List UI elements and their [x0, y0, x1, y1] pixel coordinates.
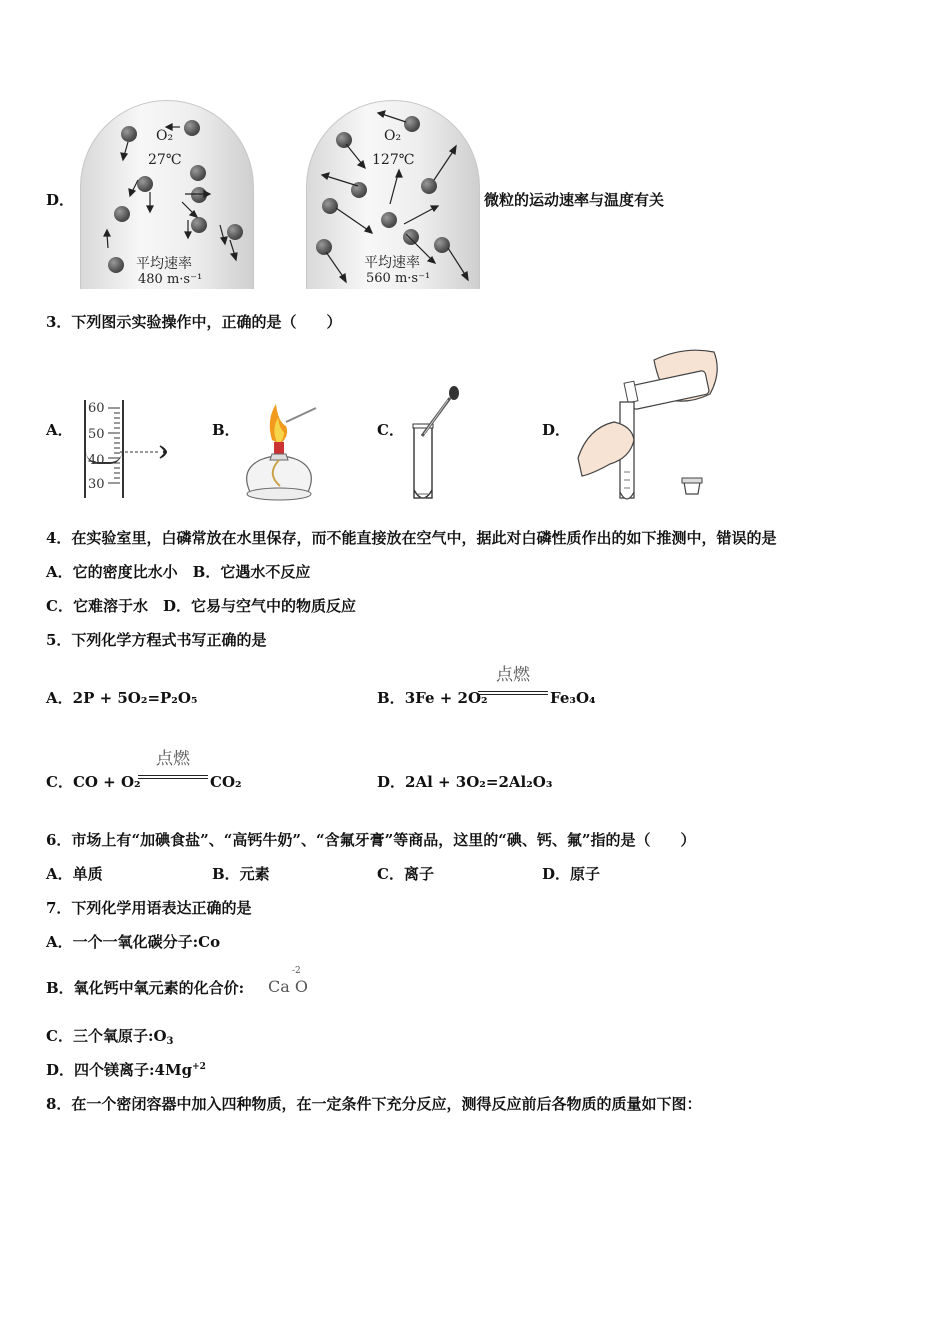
q5-option-d-equation: 2Al + 3O₂=2Al₂O₃	[405, 773, 553, 791]
cylinder-tick-50: 50	[88, 427, 105, 442]
q6-stem: 6．市场上有“加碘食盐”、“高钙牛奶”、“含氟牙膏”等商品，这里的“碘、钙、氟”指的是（ ）	[46, 831, 696, 849]
jar1-caption: 平均速率	[136, 256, 192, 272]
q7-option-c-text: C．三个氧原子:O	[46, 1027, 167, 1045]
q7-b-valence: -2	[292, 966, 301, 976]
q2-option-d-text: 微粒的运动速率与温度有关	[484, 191, 665, 209]
jar2-temperature: 127℃	[372, 152, 415, 168]
q6-option-b: B．元素	[212, 865, 270, 883]
q4-options-line2: C．它难溶于水 D．它易与空气中的物质反应	[46, 597, 356, 615]
alcohol-lamp-icon	[236, 400, 322, 502]
q5-option-d	[377, 772, 552, 792]
q6-option-d: D．原子	[542, 865, 601, 883]
q3-option-c-label: C．	[377, 421, 404, 439]
q5-option-c-products: CO₂	[210, 773, 242, 791]
q5-option-b	[377, 688, 488, 708]
q6-option-a: A．单质	[46, 865, 103, 883]
q5-b-condition-label: 点燃	[496, 665, 530, 685]
q7-b-formula: Ca O	[268, 977, 308, 996]
q5-option-c-condition	[138, 744, 208, 779]
cylinder-tick-40: 40	[88, 453, 105, 468]
q5-option-b-products: Fe₃O₄	[550, 689, 596, 707]
q5-c-condition-label: 点燃	[156, 749, 190, 769]
jar2-speed: 560 m·s⁻¹	[366, 271, 431, 286]
pouring-liquid-icon	[574, 342, 724, 510]
q7-option-c	[46, 1026, 174, 1046]
q5-c-equals-sign	[138, 775, 208, 779]
q7-option-d-text: D．四个镁离子:4Mg	[46, 1061, 193, 1079]
q7-option-d-superscript: +2	[192, 1062, 206, 1072]
jar2-caption: 平均速率	[364, 255, 420, 271]
q5-option-a-label: A．	[46, 689, 73, 707]
q5-option-b-condition	[478, 660, 548, 695]
q7-stem: 7．下列化学用语表达正确的是	[46, 899, 252, 917]
dropper-test-tube-icon	[406, 386, 466, 508]
q5-option-c-reactants: CO + O₂	[72, 773, 141, 791]
q5-option-b-label: B．	[377, 689, 405, 707]
q6-option-c: C．离子	[377, 865, 434, 883]
q5-stem: 5．下列化学方程式书写正确的是	[46, 631, 267, 649]
jar1-temperature: 27℃	[148, 152, 182, 168]
q7-option-d	[46, 1060, 206, 1080]
q8-stem: 8．在一个密闭容器中加入四种物质，在一定条件下充分反应，测得反应前后各物质的质量如下图：	[46, 1095, 702, 1113]
q5-b-equals-sign	[478, 691, 548, 695]
q7-option-c-subscript: 3	[166, 1036, 174, 1047]
q2-option-d-label: D．	[46, 191, 75, 209]
q5-option-c-label: C．	[46, 773, 73, 791]
jar2-gas-label: O₂	[384, 128, 402, 144]
q5-option-b-reactants: 3Fe + 2O₂	[404, 689, 488, 707]
jar1-speed: 480 m·s⁻¹	[138, 272, 203, 287]
eye-icon	[120, 442, 180, 462]
q5-option-a	[46, 688, 198, 708]
q7-option-a: A．一个一氧化碳分子:Co	[46, 933, 221, 951]
q3-option-d-label: D．	[542, 421, 571, 439]
q5-option-a-equation: 2P + 5O₂=P₂O₅	[72, 689, 198, 707]
q3-option-b-label: B．	[212, 421, 240, 439]
q5-option-d-label: D．	[377, 773, 406, 791]
q3-option-a-label: A．	[46, 421, 73, 439]
cylinder-tick-30: 30	[88, 477, 105, 492]
cylinder-tick-60: 60	[88, 401, 105, 416]
q3-stem: 3．下列图示实验操作中，正确的是（ ）	[46, 313, 342, 331]
q7-option-b: B．氧化钙中氧元素的化合价:	[46, 979, 245, 997]
q5-option-c	[46, 772, 141, 792]
jar1-gas-label: O₂	[156, 128, 174, 144]
q4-stem: 4．在实验室里，白磷常放在水里保存，而不能直接放在空气中，据此对白磷性质作出的如下推测中，错误的是	[46, 529, 777, 547]
q4-options-line1: A．它的密度比水小 B．它遇水不反应	[46, 563, 311, 581]
